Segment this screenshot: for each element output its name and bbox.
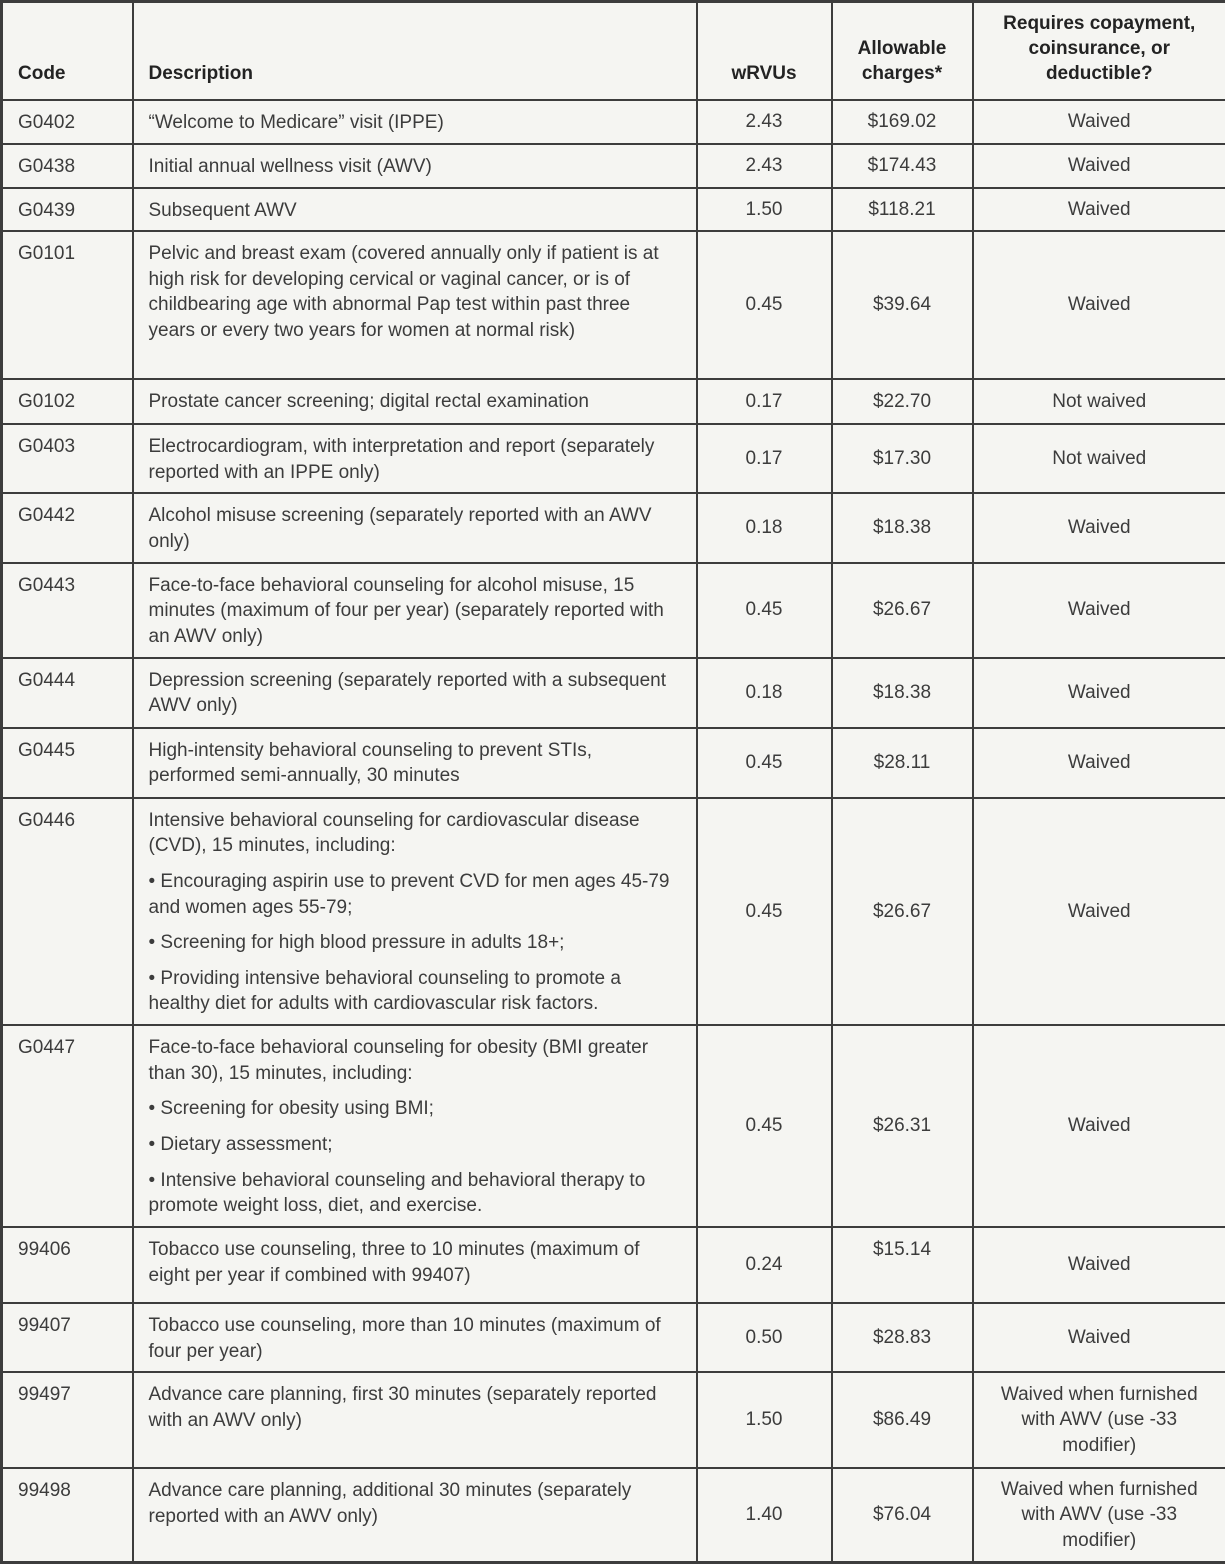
- description-paragraph: Electrocardiogram, with interpretation and report (separately reported with an IPPE only): [149, 434, 680, 485]
- column-header-wrvus: wRVUs: [697, 2, 832, 101]
- charges-cell: $17.30: [832, 424, 973, 493]
- table-row: [2, 798, 1225, 1025]
- waived-cell: Waived: [973, 100, 1225, 144]
- charges-cell: $15.14: [832, 1227, 973, 1303]
- table-row: [2, 563, 1225, 658]
- description-paragraph: High-intensity behavioral counseling to prevent STIs, performed semi-annually, 30 minutes: [149, 738, 680, 789]
- table-row: [2, 1372, 1225, 1468]
- code-cell: G0101: [2, 231, 133, 379]
- description-paragraph: • Screening for high blood pressure in adults 18+;: [149, 930, 680, 956]
- charges-cell: $169.02: [832, 100, 973, 144]
- waived-cell: Waived: [973, 728, 1225, 798]
- waived-cell: Waived: [973, 1227, 1225, 1303]
- description-paragraph: • Screening for obesity using BMI;: [149, 1096, 680, 1122]
- wrvus-cell: 0.45: [697, 798, 832, 1025]
- code-cell: 99497: [2, 1372, 133, 1468]
- table-body: [2, 100, 1225, 1562]
- code-cell: 99406: [2, 1227, 133, 1303]
- wrvus-cell: 1.50: [697, 1372, 832, 1468]
- charges-cell: $118.21: [832, 188, 973, 232]
- charges-cell: $174.43: [832, 144, 973, 188]
- description-cell: [133, 493, 697, 562]
- table-row: [2, 1227, 1225, 1303]
- code-cell: G0443: [2, 563, 133, 658]
- code-cell: G0402: [2, 100, 133, 144]
- wrvus-cell: 0.17: [697, 424, 832, 493]
- description-paragraph: Initial annual wellness visit (AWV): [149, 154, 680, 180]
- waived-cell: Waived: [973, 188, 1225, 232]
- wrvus-cell: 1.50: [697, 188, 832, 232]
- waived-cell: Waived: [973, 1025, 1225, 1227]
- charges-cell: $28.11: [832, 728, 973, 798]
- description-paragraph: • Providing intensive behavioral counseling to promote a healthy diet for adults with cardiovascular risk factors.: [149, 966, 680, 1017]
- charges-cell: $39.64: [832, 231, 973, 379]
- waived-cell: Waived: [973, 231, 1225, 379]
- table-row: [2, 1025, 1225, 1227]
- code-cell: G0444: [2, 658, 133, 728]
- column-header-waived: Requires copayment, coinsurance, or deductible?: [973, 2, 1225, 101]
- table-row: [2, 728, 1225, 798]
- waived-cell: Waived: [973, 493, 1225, 562]
- charges-cell: $28.83: [832, 1303, 973, 1372]
- wrvus-cell: 0.18: [697, 658, 832, 728]
- table-row: [2, 100, 1225, 144]
- charges-cell: $22.70: [832, 379, 973, 424]
- description-cell: [133, 188, 697, 232]
- description-cell: [133, 728, 697, 798]
- description-paragraph: Pelvic and breast exam (covered annually only if patient is at high risk for developing cervical or vaginal cancer, or is of childbearing age with abnormal Pap test within past three years or every two years for women at normal risk): [149, 241, 680, 344]
- code-cell: G0439: [2, 188, 133, 232]
- wrvus-cell: 0.45: [697, 728, 832, 798]
- description-paragraph: • Dietary assessment;: [149, 1132, 680, 1158]
- description-paragraph: Intensive behavioral counseling for cardiovascular disease (CVD), 15 minutes, including:: [149, 808, 680, 859]
- table-row: [2, 1303, 1225, 1372]
- description-cell: [133, 144, 697, 188]
- code-cell: 99498: [2, 1468, 133, 1562]
- description-paragraph: Tobacco use counseling, more than 10 minutes (maximum of four per year): [149, 1313, 680, 1364]
- description-cell: [133, 563, 697, 658]
- waived-cell: Waived: [973, 1303, 1225, 1372]
- description-paragraph: “Welcome to Medicare” visit (IPPE): [149, 110, 680, 136]
- charges-cell: $18.38: [832, 493, 973, 562]
- table-row: [2, 658, 1225, 728]
- column-header-description: Description: [133, 2, 697, 101]
- waived-cell: Waived when furnished with AWV (use -33 modifier): [973, 1468, 1225, 1562]
- table-row: [2, 231, 1225, 379]
- table-row: [2, 1468, 1225, 1562]
- description-paragraph: Tobacco use counseling, three to 10 minutes (maximum of eight per year if combined with 99407): [149, 1237, 680, 1288]
- waived-cell: Not waived: [973, 424, 1225, 493]
- column-header-code: Code: [2, 2, 133, 101]
- description-paragraph: Depression screening (separately reported with a subsequent AWV only): [149, 668, 680, 719]
- code-cell: G0447: [2, 1025, 133, 1227]
- charges-cell: $86.49: [832, 1372, 973, 1468]
- waived-cell: Waived: [973, 798, 1225, 1025]
- charges-cell: $26.67: [832, 563, 973, 658]
- column-header-charges: Allowable charges*: [832, 2, 973, 101]
- description-paragraph: Face-to-face behavioral counseling for obesity (BMI greater than 30), 15 minutes, including:: [149, 1035, 680, 1086]
- description-paragraph: • Encouraging aspirin use to prevent CVD for men ages 45-79 and women ages 55-79;: [149, 869, 680, 920]
- waived-cell: Waived: [973, 144, 1225, 188]
- wrvus-cell: 0.45: [697, 231, 832, 379]
- waived-cell: Waived when furnished with AWV (use -33 modifier): [973, 1372, 1225, 1468]
- table-row: [2, 493, 1225, 562]
- description-cell: [133, 1303, 697, 1372]
- wrvus-cell: 0.50: [697, 1303, 832, 1372]
- wrvus-cell: 1.40: [697, 1468, 832, 1562]
- description-cell: [133, 100, 697, 144]
- description-paragraph: Subsequent AWV: [149, 198, 680, 224]
- description-cell: [133, 1468, 697, 1562]
- description-paragraph: Prostate cancer screening; digital rectal examination: [149, 389, 680, 415]
- description-cell: [133, 658, 697, 728]
- code-cell: G0102: [2, 379, 133, 424]
- wrvus-cell: 2.43: [697, 144, 832, 188]
- table-header: [2, 2, 1225, 101]
- code-cell: G0438: [2, 144, 133, 188]
- table-row: [2, 379, 1225, 424]
- description-cell: [133, 379, 697, 424]
- description-paragraph: • Intensive behavioral counseling and behavioral therapy to promote weight loss, diet, and exercise.: [149, 1168, 680, 1219]
- table-row: [2, 144, 1225, 188]
- code-cell: G0445: [2, 728, 133, 798]
- code-cell: 99407: [2, 1303, 133, 1372]
- description-paragraph: Alcohol misuse screening (separately reported with an AWV only): [149, 503, 680, 554]
- waived-cell: Waived: [973, 563, 1225, 658]
- wrvus-cell: 0.18: [697, 493, 832, 562]
- code-cell: G0403: [2, 424, 133, 493]
- waived-cell: Not waived: [973, 379, 1225, 424]
- wrvus-cell: 0.45: [697, 1025, 832, 1227]
- description-cell: [133, 424, 697, 493]
- description-cell: [133, 1227, 697, 1303]
- table-row: [2, 188, 1225, 232]
- header-row: [2, 2, 1225, 101]
- wrvus-cell: 2.43: [697, 100, 832, 144]
- description-cell: [133, 1372, 697, 1468]
- waived-cell: Waived: [973, 658, 1225, 728]
- wrvus-cell: 0.45: [697, 563, 832, 658]
- description-paragraph: Advance care planning, first 30 minutes (separately reported with an AWV only): [149, 1382, 680, 1433]
- charges-cell: $26.31: [832, 1025, 973, 1227]
- description-paragraph: Face-to-face behavioral counseling for alcohol misuse, 15 minutes (maximum of four per year) (separately reported with an AWV only): [149, 573, 680, 650]
- charges-cell: $18.38: [832, 658, 973, 728]
- charges-cell: $76.04: [832, 1468, 973, 1562]
- description-cell: [133, 1025, 697, 1227]
- wrvus-cell: 0.24: [697, 1227, 832, 1303]
- wrvus-cell: 0.17: [697, 379, 832, 424]
- description-cell: [133, 798, 697, 1025]
- code-cell: G0442: [2, 493, 133, 562]
- description-cell: [133, 231, 697, 379]
- code-cell: G0446: [2, 798, 133, 1025]
- description-paragraph: Advance care planning, additional 30 minutes (separately reported with an AWV only): [149, 1478, 680, 1529]
- table-row: [2, 424, 1225, 493]
- charges-cell: $26.67: [832, 798, 973, 1025]
